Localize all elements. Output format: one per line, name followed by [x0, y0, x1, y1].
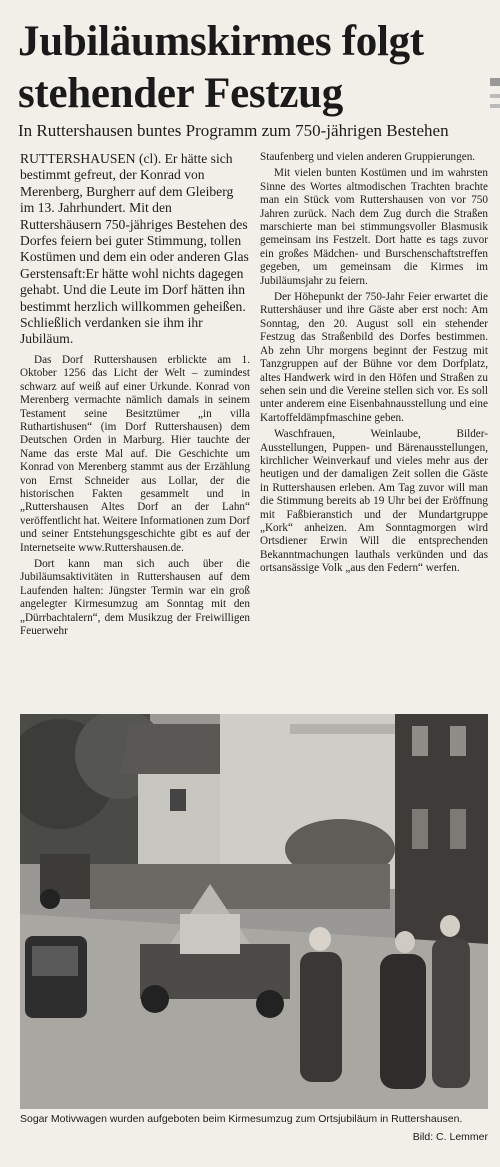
- article-paragraph: Das Dorf Ruttershausen erblickte am 1. Oktober 1256 das Licht der Welt – zumindest schwarz auf weiß auf einer Urkunde. Konrad von Merenberg vermachte nämlich damals in seinem Testament seine Besitztümer „in villa Ruthartishusen“ (im Dorf Ruttershausen) dem Deutschen Orden in Marburg. Hier tauchte der Name das erste Mal auf. Die Geschichte um Konrad von Merenberg stammt aus der Erzählung von Ernst Schneider aus Lollar, der die historischen Fakten gesammelt und in „Ruttershausen Altes Dorf an der Lahn“ veröffentlicht hat. Weitere Informationen zum Dorf und seiner Entstehungsgeschichte gibt es auf der Internetseite www.Ruttershausen.de.: [20, 353, 250, 554]
- adjacent-article-fragment: [490, 70, 500, 130]
- article-column-left: [20, 151, 250, 641]
- article-paragraph: Dort kann man sich auch über die Jubiläumsaktivitäten in Ruttershausen auf dem Laufenden halten: Jüngster Termin war ein groß angelegter Kirmesumzug am Sonntag mit den „Dürrbachtalern“, dem Musikzug der Freiwilligen Feuerwehr: [20, 557, 250, 637]
- headline-line-1: Jubiläumskirmes folgt: [18, 18, 424, 65]
- article-lead: RUTTERSHAUSEN (cl). Er hätte sich bestimmt gefreut, der Konrad von Merenberg, Burgherr auf dem Gleiberg im 13. Jahrhundert. Mit den Ruttershäusern 750-jähriges Bestehen des Dorfes feiern bei guter Stimmung, tollen Kostümen und dem ein oder anderen Glas Gerstensaft:Er hätte wohl nichts dagegen gehabt. Und die Leute im Dorf hätten ihn bestimmt herzlich willkommen geheißen. Schließlich verdanken sie ihm ihr Jubiläum.: [20, 151, 249, 347]
- article-subheadline: In Ruttershausen buntes Programm zum 750-jährigen Bestehen: [18, 121, 449, 140]
- photo-credit: Bild: C. Lemmer: [412, 1131, 488, 1143]
- article-paragraph: Mit vielen bunten Kostümen und im wahrsten Sinne des Wortes altmodischen Trachten brachte man ein Stück vom Ruttershausen von vor 750 Jahren zurück. Nach dem Zug durch die Straßen marschierte man bei stimmungsvoller Blasmusik gemeinsam ins Festzelt. Dort hatte es tags zuvor ein großes Mädchen- und Burschenschaftstreffen gegeben, um gemeinsam die Kirmes im Jubiläumsjahr zu feiern.: [260, 167, 488, 287]
- article-paragraph: Der Höhepunkt der 750-Jahr Feier erwartet die Ruttershäuser und ihre Gäste aber erst noch: Am Sonntag, den 20. August soll ein stehender Festzug das Straßenbild des Dorfes bestimmen. Ab zehn Uhr morgens beginnt der Festzug mit Tanzgruppen auf der Bühne vor dem Dorfplatz, altes Handwerk wird in den Höfen und Straßen zu sehen sein und die Vereine stellen sich vor. Es soll unter anderem eine Eisenbahnausstellung und eine Kartoffeldämpfmaschine geben.: [260, 291, 488, 424]
- article-paragraph: Staufenberg und vielen anderen Gruppierungen.: [260, 151, 476, 163]
- article-column-right: [260, 151, 488, 579]
- headline-line-2: stehender Festzug: [18, 70, 343, 117]
- article-paragraph: Waschfrauen, Weinlaube, Bilder-Ausstellungen, Puppen- und Bärenausstellungen, kirchlicher Weinverkauf und vieles mehr aus der heutigen und der damaligen Zeit sollen die Gäste in Ruttershausen erleben. Am Tag zuvor will man die Stimmung bereits ab 19 Uhr bei der Eröffnung mit Faßbieranstich und der Mundartgruppe „Kork“ anheizen. Am Sonntagmorgen wird Ortsdiener Erwin Will die entsprechenden Bekanntmachungen lauthals verkünden und das ortsansässige Volk „aus den Federn“ werfen.: [260, 428, 488, 575]
- article-headline: [18, 16, 488, 120]
- photo-caption: Sogar Motivwagen wurden aufgeboten beim Kirmesumzug zum Ortsjubiläum in Ruttershausen.: [20, 1113, 463, 1125]
- parade-photo: [20, 714, 488, 1109]
